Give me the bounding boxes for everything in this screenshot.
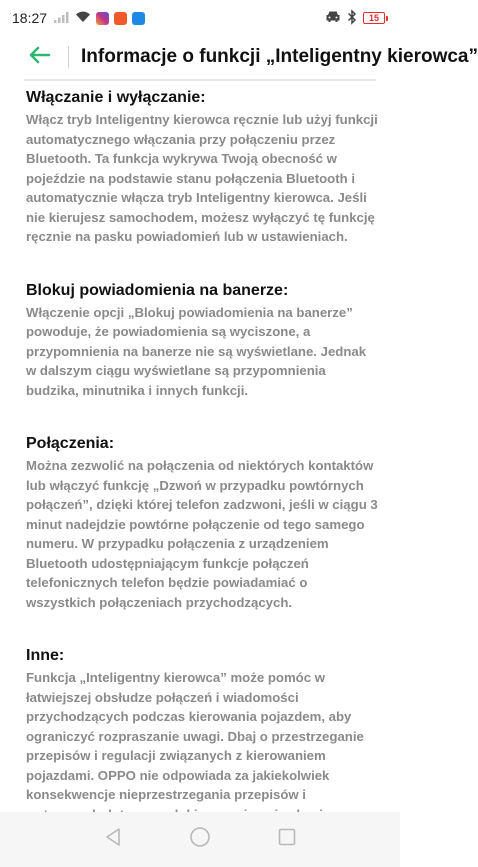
recents-square-icon bbox=[278, 828, 296, 851]
section-body: Funkcja „Inteligentny kierowca” może pomóc w łatwiejszej obsłudze połączeń i wiadomości przychodzących podczas kierowania pojazdem, aby ograniczyć rozpraszanie uwagi. Dbaj o przestrzeganie przepisów i regulacji związanych z kierowaniem pojazdami. OPPO nie odpowiada za jakiekolwiek konsekwencje nieprzestrzegania przepisów i bbox=[26, 670, 364, 802]
status-bar bbox=[0, 0, 400, 36]
back-button[interactable] bbox=[20, 37, 60, 77]
instagram-icon bbox=[96, 12, 109, 25]
nav-recents-button[interactable] bbox=[265, 818, 309, 862]
status-right bbox=[325, 10, 388, 27]
section-other bbox=[26, 644, 378, 824]
notification-app-icon bbox=[114, 12, 127, 25]
section-title: Blokuj powiadomienia na banerze: bbox=[26, 281, 289, 299]
navigation-bar bbox=[0, 812, 400, 867]
section-block-banner bbox=[26, 279, 378, 401]
section-calls bbox=[26, 432, 378, 612]
nav-home-button[interactable] bbox=[178, 818, 222, 862]
section-body: Włączenie opcji „Blokuj powiadomienia na banerze” powoduje, że powiadomienia są wyciszone, a przypomnienia na banerze nie są wyświetlane. Jednak w dalszym ciągu wyświetlane są przypomnienia budzika, minutnika i innych funkcji. bbox=[26, 304, 367, 398]
home-circle-icon bbox=[189, 826, 211, 853]
section-body: Włącz tryb Inteligentny kierowca ręcznie lub użyj funkcji automatycznego włączania przy połączeniu przez Bluetooth. Ta funkcja wykrywa Twoją obecność w pojeździe na podstawie stanu połączenia Bluetooth i automatycznie włącza tryb Inteligentny kierowca. Jeśli nie kierujesz samochodem, możesz wyłączyć tę funkcję ręcznie na pasku powiadomień lub w ustawieniach. bbox=[26, 112, 378, 244]
section-title: Inne: bbox=[26, 647, 65, 664]
bluetooth-icon bbox=[347, 10, 357, 27]
header-divider-line bbox=[24, 79, 376, 81]
battery-level: 15 bbox=[363, 12, 385, 24]
car-icon bbox=[325, 10, 341, 26]
battery-icon bbox=[363, 12, 388, 24]
arrow-left-icon bbox=[29, 46, 51, 69]
wifi-icon bbox=[75, 10, 91, 26]
app-icon bbox=[132, 12, 145, 25]
header bbox=[0, 36, 478, 78]
status-left bbox=[12, 10, 145, 26]
signal-icon bbox=[54, 10, 70, 26]
section-on-off bbox=[26, 86, 378, 247]
section-title: Włączanie i wyłączanie: bbox=[26, 89, 206, 106]
status-time: 18:27 bbox=[12, 10, 48, 26]
back-triangle-icon bbox=[104, 827, 122, 852]
section-body: Można zezwolić na połączenia od niektórych kontaktów lub włączyć funkcję „Dzwoń w przypadku powtórnych połączeń”, dzięki której telefon zadzwoni, jeśli w ciągu 3 minut nadejdzie powtórne połączenie od tego samego numeru. W przypadku połączenia z urządzeniem Bluetooth udostępniającym funkcje połączeń telefonicznych telefon będzie powiadamiać o wszystkich połączeniach przychodzących. bbox=[26, 458, 378, 610]
header-divider bbox=[68, 46, 69, 68]
section-title: Połączenia: bbox=[26, 435, 115, 452]
content-scroll[interactable] bbox=[26, 86, 378, 856]
nav-back-button[interactable] bbox=[91, 818, 135, 862]
page-title: Informacje o funkcji „Inteligentny kierowca” bbox=[81, 46, 478, 67]
